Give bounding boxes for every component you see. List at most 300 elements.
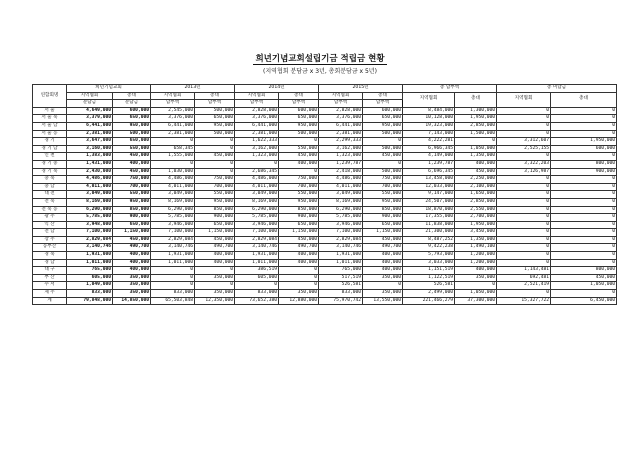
value-cell: 3,049,000	[235, 191, 279, 199]
value-cell: 950,000	[195, 122, 235, 130]
value-cell: 2,829,084	[151, 236, 195, 244]
value-cell: 0	[195, 138, 235, 146]
value-cell: 386,519	[235, 267, 279, 275]
value-cell: 950,000	[363, 122, 403, 130]
value-cell: 3,140,746	[151, 244, 195, 252]
sub-header: 총대	[551, 92, 617, 107]
value-cell: 833,000	[67, 290, 113, 298]
value-cell: 490,700	[113, 244, 151, 252]
value-cell: 3,376,000	[151, 115, 195, 123]
value-cell: 4,011,000	[319, 183, 363, 191]
sub-header: 총대	[363, 92, 403, 100]
value-cell: 650,000	[279, 115, 319, 123]
value-cell: 3,450,000	[455, 229, 497, 237]
value-cell: 550,000	[363, 191, 403, 199]
value-cell: 6,696,345	[403, 168, 455, 176]
value-cell: 658,345	[151, 145, 195, 153]
value-cell: 850,000	[363, 206, 403, 214]
group-header-2014: 2014년	[235, 85, 319, 93]
value-cell: 1,011,000	[319, 259, 363, 267]
sub-header: 지역협회	[319, 92, 363, 100]
table-row	[33, 221, 617, 229]
value-cell: 1,049,000	[67, 282, 113, 290]
value-cell: 18,870,000	[403, 206, 455, 214]
value-cell: 7,143,000	[403, 130, 455, 138]
value-cell: 4,011,000	[151, 183, 195, 191]
value-cell: 0	[497, 214, 551, 222]
table-row	[33, 259, 617, 267]
value-cell: 5,785,000	[319, 214, 363, 222]
value-cell: 3,049,000	[151, 191, 195, 199]
value-cell: 0	[551, 229, 617, 237]
value-cell: 526,581	[403, 282, 455, 290]
value-cell: 13,550,000	[363, 297, 403, 305]
value-cell: 550,000	[279, 191, 319, 199]
value-cell: 350,000	[279, 290, 319, 298]
value-cell: 0	[279, 267, 319, 275]
value-cell: 3,049,000	[319, 191, 363, 199]
value-cell: 6,441,000	[319, 122, 363, 130]
value-cell: 0	[497, 229, 551, 237]
value-cell: 1,150,000	[363, 229, 403, 237]
region-cell: 수 서	[33, 282, 67, 290]
value-cell: 700,000	[195, 183, 235, 191]
value-cell: 0	[551, 290, 617, 298]
value-cell: 0	[497, 107, 551, 115]
value-cell: 3,162,000	[319, 145, 363, 153]
value-cell: 6,450,000	[551, 297, 617, 305]
sub-header2: 분담금	[113, 100, 151, 108]
value-cell: 8,487,252	[403, 236, 455, 244]
value-cell: 350,000	[113, 274, 151, 282]
value-cell: 1,350,000	[455, 236, 497, 244]
value-cell: 4,011,000	[67, 183, 113, 191]
value-cell: 0	[551, 198, 617, 206]
value-cell: 1,931,000	[319, 252, 363, 260]
sub-header: 총대	[279, 92, 319, 100]
value-cell: 350,000	[113, 282, 151, 290]
value-cell: 500,000	[279, 130, 319, 138]
value-cell: 650,000	[195, 221, 235, 229]
value-cell: 550,000	[279, 145, 319, 153]
value-cell: 600,000	[363, 107, 403, 115]
value-cell: 9,422,238	[403, 244, 455, 252]
value-cell: 0	[151, 274, 195, 282]
value-cell: 0	[551, 115, 617, 123]
table-row	[33, 145, 617, 153]
table-row	[33, 122, 617, 130]
value-cell: 1,650,000	[455, 191, 497, 199]
value-cell: 0	[151, 138, 195, 146]
table-row	[33, 236, 617, 244]
value-cell: 3,126,987	[497, 168, 551, 176]
value-cell: 900,000	[279, 214, 319, 222]
value-cell: 500,000	[363, 145, 403, 153]
value-cell: 800,000	[551, 267, 617, 275]
value-cell: 850,000	[195, 206, 235, 214]
value-cell: 0	[551, 214, 617, 222]
value-cell: 1,323,000	[235, 153, 279, 161]
value-cell: 2,700,000	[455, 214, 497, 222]
sub-header: 총대	[195, 92, 235, 100]
value-cell: 12,880,000	[279, 297, 319, 305]
value-cell: 8,484,000	[403, 107, 455, 115]
value-cell: 0	[195, 282, 235, 290]
value-cell: 2,381,000	[235, 130, 279, 138]
value-cell: 2,545,000	[151, 107, 195, 115]
value-cell: 0	[235, 282, 279, 290]
value-cell: 0	[551, 244, 617, 252]
value-cell: 0	[363, 138, 403, 146]
value-cell: 400,000	[363, 259, 403, 267]
table-row	[33, 290, 617, 298]
value-cell: 2,499,000	[403, 290, 455, 298]
sub-header2: 납부액	[151, 100, 195, 108]
value-cell: 950,000	[279, 122, 319, 130]
value-cell: 2,829,084	[67, 236, 113, 244]
value-cell: 0	[551, 191, 617, 199]
region-cell: 충 남	[33, 183, 67, 191]
value-cell: 15,327,722	[497, 297, 551, 305]
group-header-2013: 2013년	[151, 85, 235, 93]
document-subtitle: (지역협회 분담금 x 3년, 총회분담금 x 5년)	[263, 68, 377, 75]
value-cell: 400,000	[279, 160, 319, 168]
value-cell: 0	[551, 130, 617, 138]
value-cell: 400,000	[113, 267, 151, 275]
value-cell: 1,931,000	[67, 252, 113, 260]
document-title-text: 희년기념교회설립기금 적립금 현황	[255, 54, 385, 64]
value-cell: 1,239,787	[319, 160, 363, 168]
value-cell: 0	[551, 236, 617, 244]
value-cell: 3,140,746	[235, 244, 279, 252]
sub-header: 총대	[455, 92, 497, 107]
value-cell: 6,290,000	[319, 206, 363, 214]
value-cell: 0	[151, 282, 195, 290]
value-cell: 5,785,000	[67, 214, 113, 222]
value-cell: 6,441,000	[67, 122, 113, 130]
value-cell: 1,555,000	[151, 153, 195, 161]
region-header: 연합회명	[33, 85, 67, 108]
value-cell: 0	[195, 145, 235, 153]
value-cell: 350,000	[455, 274, 497, 282]
value-cell: 6,290,000	[151, 206, 195, 214]
value-cell: 950,000	[113, 198, 151, 206]
value-cell: 1,300,000	[455, 107, 497, 115]
value-cell: 73,652,380	[235, 297, 279, 305]
value-cell: 6,966,345	[403, 145, 455, 153]
value-cell: 450,000	[363, 236, 403, 244]
region-cell: 경 기	[33, 138, 67, 146]
value-cell: 3,946,000	[319, 221, 363, 229]
sub-header2: 납부액	[195, 100, 235, 108]
value-cell: 850,000	[279, 206, 319, 214]
sub-header2: 납부액	[279, 100, 319, 108]
region-cell: 전 남	[33, 229, 67, 237]
value-cell: 0	[279, 282, 319, 290]
value-cell: 650,000	[113, 115, 151, 123]
value-cell: 4,149,000	[403, 153, 455, 161]
value-cell: 500,000	[113, 130, 151, 138]
value-cell: 550,000	[113, 145, 151, 153]
table-row	[33, 160, 617, 168]
value-cell: 0	[151, 160, 195, 168]
value-cell: 500,000	[195, 130, 235, 138]
value-cell: 450,000	[455, 168, 497, 176]
value-cell: 3,948,000	[67, 221, 113, 229]
region-cell: 충 북	[33, 176, 67, 184]
value-cell: 2,550,000	[455, 206, 497, 214]
value-cell: 0	[551, 206, 617, 214]
value-cell: 900,000	[195, 214, 235, 222]
value-cell: 0	[551, 183, 617, 191]
value-cell: 1,050,000	[551, 282, 617, 290]
value-cell: 0	[497, 221, 551, 229]
value-cell: 350,000	[195, 290, 235, 298]
value-cell: 1,950,000	[551, 138, 617, 146]
region-cell: 전 북 동	[33, 206, 67, 214]
value-cell: 11,838,000	[403, 221, 455, 229]
value-cell: 400,000	[279, 259, 319, 267]
region-cell: 제 주	[33, 290, 67, 298]
table-row	[33, 130, 617, 138]
value-cell: 3,312,607	[497, 138, 551, 146]
value-cell: 0	[497, 206, 551, 214]
value-cell: 7,100,000	[235, 229, 279, 237]
value-cell: 2,828,000	[235, 107, 279, 115]
value-cell: 400,000	[113, 252, 151, 260]
value-cell: 490,700	[363, 244, 403, 252]
value-cell: 1,011,000	[151, 259, 195, 267]
value-cell: 4,222,281	[403, 138, 455, 146]
value-cell: 833,000	[235, 290, 279, 298]
value-cell: 700,000	[279, 183, 319, 191]
value-cell: 605,000	[235, 274, 279, 282]
value-cell: 350,000	[113, 290, 151, 298]
value-cell: 0	[497, 130, 551, 138]
value-cell: 1,431,000	[67, 160, 113, 168]
value-cell: 0	[497, 198, 551, 206]
value-cell: 650,000	[279, 221, 319, 229]
value-cell: 0	[551, 252, 617, 260]
table-row	[33, 107, 617, 115]
value-cell: 8,169,000	[151, 198, 195, 206]
value-cell: 3,946,000	[235, 221, 279, 229]
value-cell: 0	[279, 168, 319, 176]
table-row	[33, 138, 617, 146]
value-cell: 4,011,000	[235, 183, 279, 191]
value-cell: 800,000	[551, 160, 617, 168]
table-row	[33, 214, 617, 222]
value-cell: 3,376,000	[319, 115, 363, 123]
value-cell: 650,000	[363, 221, 403, 229]
value-cell: 400,000	[195, 259, 235, 267]
value-cell: 0	[455, 138, 497, 146]
value-cell: 0	[151, 267, 195, 275]
value-cell: 1,011,000	[235, 259, 279, 267]
value-cell: 6,290,000	[67, 206, 113, 214]
value-cell: 0	[551, 221, 617, 229]
region-cell: 경 북	[33, 252, 67, 260]
value-cell: 0	[363, 160, 403, 168]
value-cell: 2,850,000	[455, 198, 497, 206]
value-cell: 450,000	[363, 153, 403, 161]
value-cell: 1,011,000	[67, 259, 113, 267]
value-cell: 75,970,742	[319, 297, 363, 305]
value-cell: 500,000	[195, 107, 235, 115]
table-row	[33, 252, 617, 260]
table-row	[33, 229, 617, 237]
value-cell: 8,169,000	[319, 198, 363, 206]
sub-header2: 납부액	[363, 100, 403, 108]
value-cell: 950,000	[363, 198, 403, 206]
value-cell: 221,466,279	[403, 297, 455, 305]
value-cell: 21,300,000	[403, 229, 455, 237]
value-cell: 1,950,000	[455, 221, 497, 229]
value-cell: 526,581	[319, 282, 363, 290]
value-cell: 2,829,084	[235, 236, 279, 244]
group-header-paid: 총 납부액	[403, 85, 497, 93]
value-cell: 2,430,000	[67, 168, 113, 176]
value-cell: 14,850,000	[113, 297, 151, 305]
value-cell: 0	[497, 122, 551, 130]
value-cell: 12,033,000	[403, 183, 455, 191]
value-cell: 490,700	[195, 244, 235, 252]
value-cell: 2,100,000	[455, 183, 497, 191]
value-cell: 8,169,000	[235, 198, 279, 206]
value-cell: 5,793,000	[403, 252, 455, 260]
value-cell: 400,000	[279, 252, 319, 260]
region-cell: 전 북	[33, 198, 67, 206]
value-cell: 3,033,000	[403, 259, 455, 267]
value-cell: 900,000	[113, 214, 151, 222]
value-cell: 517,519	[319, 274, 363, 282]
value-cell: 1,050,000	[455, 290, 497, 298]
value-cell: 6,290,000	[235, 206, 279, 214]
value-cell: 1,050,000	[455, 145, 497, 153]
value-cell: 6,441,000	[151, 122, 195, 130]
value-cell: 1,500,000	[455, 130, 497, 138]
value-cell: 3,322,203	[497, 160, 551, 168]
value-cell: 3,049,000	[67, 191, 113, 199]
table-row	[33, 206, 617, 214]
region-cell: 대 구	[33, 267, 67, 275]
value-cell: 650,000	[363, 115, 403, 123]
table-row	[33, 115, 617, 123]
group-header-unpaid: 총 미납금	[497, 85, 617, 93]
value-cell: 3,376,000	[235, 115, 279, 123]
value-cell: 600,000	[551, 145, 617, 153]
value-cell: 1,150,000	[113, 229, 151, 237]
value-cell: 5,785,000	[235, 214, 279, 222]
value-cell: 65,503,848	[151, 297, 195, 305]
value-cell: 500,000	[363, 130, 403, 138]
value-cell: 0	[279, 274, 319, 282]
table-row	[33, 183, 617, 191]
value-cell: 600,000	[113, 107, 151, 115]
value-cell: 1,931,000	[151, 252, 195, 260]
value-cell: 0	[497, 191, 551, 199]
value-cell: 950,000	[113, 122, 151, 130]
value-cell: 1,200,000	[455, 259, 497, 267]
value-cell: 0	[497, 259, 551, 267]
group-header-hg: 희년기념교회	[67, 85, 151, 93]
value-cell: 550,000	[113, 191, 151, 199]
value-cell: 2,299,333	[319, 138, 363, 146]
table-row	[33, 267, 617, 275]
value-cell: 0	[497, 236, 551, 244]
value-cell: 833,000	[319, 290, 363, 298]
value-cell: 0	[551, 107, 617, 115]
region-cell: 경 기 북	[33, 168, 67, 176]
value-cell: 0	[497, 244, 551, 252]
table-row	[33, 168, 617, 176]
value-cell: 900,000	[551, 168, 617, 176]
region-cell: 계	[33, 297, 67, 305]
value-cell: 1,200,000	[455, 252, 497, 260]
value-cell: 0	[551, 176, 617, 184]
table-body	[33, 107, 617, 304]
value-cell: 350,000	[195, 274, 235, 282]
value-cell: 0	[195, 160, 235, 168]
value-cell: 3,160,000	[67, 145, 113, 153]
value-cell: 2,381,000	[67, 130, 113, 138]
value-cell: 400,000	[113, 160, 151, 168]
value-cell: 1,490,100	[455, 244, 497, 252]
value-cell: 1,383,000	[67, 153, 113, 161]
value-cell: 2,381,000	[151, 130, 195, 138]
value-cell: 950,000	[279, 198, 319, 206]
sub-header2: 분담금	[67, 100, 113, 108]
region-cell: 익 산	[33, 221, 67, 229]
region-cell: 부 산	[33, 274, 67, 282]
value-cell: 2,829,084	[319, 236, 363, 244]
value-cell: 765,000	[319, 267, 363, 275]
table-row	[33, 282, 617, 290]
value-cell: 850,000	[113, 206, 151, 214]
value-cell: 400,000	[363, 267, 403, 275]
value-cell: 1,143,481	[497, 267, 551, 275]
value-cell: 450,000	[195, 153, 235, 161]
region-cell: 경 기 중	[33, 160, 67, 168]
value-cell: 1,239,787	[403, 160, 455, 168]
header-row-2	[33, 92, 617, 100]
fund-table	[32, 84, 617, 305]
table-row	[33, 176, 617, 184]
value-cell: 7,100,000	[67, 229, 113, 237]
sub-header2: 납부액	[319, 100, 363, 108]
value-cell: 3,946,000	[151, 221, 195, 229]
value-cell: 3,140,746	[67, 244, 113, 252]
value-cell: 600,000	[279, 107, 319, 115]
value-cell: 2,828,000	[319, 107, 363, 115]
value-cell: 10,128,000	[403, 115, 455, 123]
value-cell: 7,100,000	[151, 229, 195, 237]
value-cell: 2,850,000	[455, 122, 497, 130]
value-cell: 1,323,000	[319, 153, 363, 161]
table-row	[33, 274, 617, 282]
sub-header: 지역협회	[151, 92, 195, 100]
value-cell: 6,441,000	[235, 122, 279, 130]
value-cell: 450,000	[279, 153, 319, 161]
table-row	[33, 244, 617, 252]
value-cell: 0	[195, 267, 235, 275]
value-cell: 2,418,000	[319, 168, 363, 176]
value-cell: 5,785,000	[151, 214, 195, 222]
value-cell: 1,151,519	[403, 267, 455, 275]
region-cell: 경 남	[33, 259, 67, 267]
value-cell: 4,486,000	[151, 176, 195, 184]
value-cell: 650,000	[195, 115, 235, 123]
